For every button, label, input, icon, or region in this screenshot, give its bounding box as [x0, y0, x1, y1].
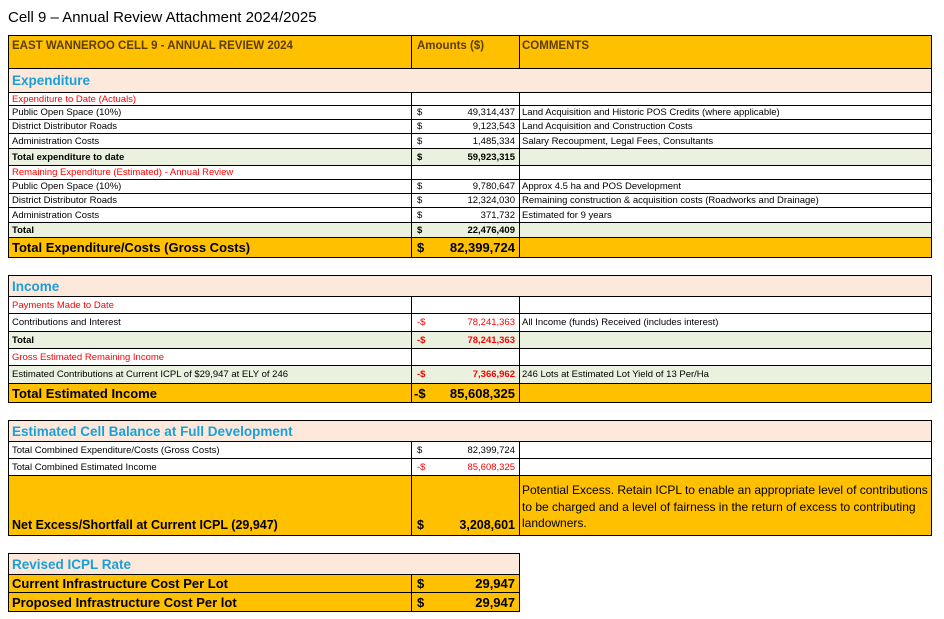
- row-amount-cell: [412, 134, 520, 148]
- row-amount-cell: [412, 223, 520, 237]
- remaining-total-row: [8, 223, 932, 238]
- row-comment: Remaining construction & acquisition costs (Roadworks and Drainage): [520, 194, 932, 207]
- currency-sign: $: [417, 151, 423, 163]
- row-amount: 78,241,363: [467, 317, 515, 328]
- currency-sign: $: [417, 181, 423, 192]
- currency-sign: $: [417, 576, 425, 591]
- currency-sign: -$: [417, 317, 426, 328]
- empty-cell: [520, 442, 932, 458]
- row-amount: 85,608,325: [467, 461, 515, 473]
- icpl-heading: Revised ICPL Rate: [8, 554, 520, 574]
- row-comment: Land Acquisition and Construction Costs: [520, 120, 932, 133]
- header-comments: COMMENTS: [520, 36, 932, 68]
- row-label: Contributions and Interest: [8, 314, 412, 331]
- row-label: Total Combined Estimated Income: [8, 459, 412, 475]
- empty-cell: [412, 93, 520, 105]
- remaining-income-label: Gross Estimated Remaining Income: [8, 349, 412, 365]
- row-label: Total expenditure to date: [8, 149, 412, 165]
- row-amount: 82,399,724: [449, 240, 515, 255]
- table-row: [8, 106, 932, 120]
- review-sheet: [8, 35, 932, 613]
- row-amount-cell: [412, 314, 520, 331]
- row-amount: 1,485,334: [472, 135, 515, 147]
- row-amount: 3,208,601: [459, 518, 515, 532]
- row-label: Total Expenditure/Costs (Gross Costs): [8, 238, 412, 257]
- currency-sign: -$: [417, 369, 426, 380]
- row-comment: Estimated for 9 years: [520, 208, 932, 222]
- empty-cell: [412, 349, 520, 365]
- empty-cell: [412, 166, 520, 179]
- expenditure-to-date-label-row: [8, 93, 932, 106]
- spacer-row: [8, 536, 932, 553]
- row-amount: 9,780,647: [472, 181, 515, 192]
- row-label: District Distributor Roads: [8, 194, 412, 207]
- row-amount-cell: [412, 442, 520, 458]
- expenditure-to-date-total-row: [8, 149, 932, 166]
- row-label: Proposed Infrastructure Cost Per lot: [8, 593, 412, 611]
- income-heading: Income: [8, 276, 932, 296]
- row-amount-cell: [412, 459, 520, 475]
- row-amount-cell: [412, 332, 520, 348]
- currency-sign: $: [417, 594, 425, 610]
- icpl-heading-row: [8, 553, 520, 575]
- table-row: [8, 442, 932, 459]
- row-amount-cell: [412, 575, 520, 592]
- row-amount-cell: [412, 120, 520, 133]
- balance-heading: Estimated Cell Balance at Full Development: [8, 421, 932, 441]
- empty-cell: [520, 149, 932, 165]
- empty-cell: [520, 332, 932, 348]
- row-amount: 22,476,409: [467, 224, 515, 236]
- spacer-row: [8, 403, 932, 420]
- row-label: Net Excess/Shortfall at Current ICPL (29,947): [8, 476, 412, 535]
- payments-label-row: [8, 297, 932, 314]
- table-row: [8, 134, 932, 149]
- row-label: Public Open Space (10%): [8, 106, 412, 119]
- row-amount-cell: [412, 476, 520, 535]
- remaining-expenditure-label-row: [8, 166, 932, 180]
- empty-cell: [520, 459, 932, 475]
- currency-sign: -$: [417, 461, 426, 473]
- header-amounts: Amounts ($): [412, 36, 520, 68]
- net-excess-comment: Potential Excess. Retain ICPL to enable an appropriate level of contributions to be charged and a level of fairness in the return of excess to contributing landowners.: [520, 476, 932, 535]
- currency-sign: -$: [414, 385, 426, 401]
- row-amount: 85,608,325: [449, 385, 515, 401]
- row-comment: All Income (funds) Received (includes interest): [520, 314, 932, 331]
- row-label: Total: [8, 223, 412, 237]
- row-amount: 9,123,543: [472, 121, 515, 132]
- table-row: [8, 314, 932, 332]
- row-label: Current Infrastructure Cost Per Lot: [8, 575, 412, 592]
- payments-total-row: [8, 332, 932, 349]
- currency-sign: $: [417, 135, 423, 147]
- table-row: [8, 120, 932, 134]
- row-amount-cell: [412, 366, 520, 383]
- currency-sign: $: [417, 444, 423, 456]
- row-label: Administration Costs: [8, 208, 412, 222]
- row-comment: Salary Recoupment, Legal Fees, Consultants: [520, 134, 932, 148]
- currency-sign: $: [417, 121, 423, 132]
- currency-sign: -$: [417, 334, 426, 346]
- row-amount: 49,314,437: [467, 107, 515, 118]
- spacer-row: [8, 258, 932, 276]
- row-label: Total Combined Expenditure/Costs (Gross Costs): [8, 442, 412, 458]
- empty-cell: [520, 349, 932, 365]
- row-comment: 246 Lots at Estimated Lot Yield of 13 Per/Ha: [520, 366, 932, 383]
- payments-label: Payments Made to Date: [8, 297, 412, 313]
- empty-cell: [520, 238, 932, 257]
- row-label: Total: [8, 332, 412, 348]
- empty-cell: [520, 93, 932, 105]
- current-icpl-row: [8, 575, 520, 593]
- row-amount: 7,366,962: [472, 369, 515, 380]
- row-label: District Distributor Roads: [8, 120, 412, 133]
- row-label: Estimated Contributions at Current ICPL of $29,947 at ELY of 246: [8, 366, 412, 383]
- row-amount: 29,947: [475, 576, 515, 591]
- currency-sign: $: [417, 209, 423, 221]
- table-row: [8, 459, 932, 476]
- row-amount-cell: [412, 208, 520, 222]
- proposed-icpl-row: [8, 593, 520, 612]
- header-row: [8, 35, 932, 69]
- empty-cell: [520, 223, 932, 237]
- currency-sign: $: [417, 518, 424, 532]
- currency-sign: $: [417, 195, 423, 206]
- row-comment: Approx 4.5 ha and POS Development: [520, 180, 932, 193]
- income-heading-row: [8, 275, 932, 297]
- row-amount-cell: [412, 106, 520, 119]
- row-amount-cell: [412, 149, 520, 165]
- row-amount-cell: [412, 238, 520, 257]
- remaining-expenditure-label: Remaining Expenditure (Estimated) - Annual Review: [8, 166, 412, 179]
- total-expenditure-row: [8, 238, 932, 258]
- expenditure-heading-row: [8, 69, 932, 93]
- total-income-row: [8, 384, 932, 403]
- row-amount: 29,947: [475, 594, 515, 610]
- row-amount: 59,923,315: [467, 151, 515, 163]
- table-row: [8, 208, 932, 223]
- empty-cell: [520, 384, 932, 402]
- table-row: [8, 180, 932, 194]
- row-amount: 12,324,030: [467, 195, 515, 206]
- empty-cell: [520, 166, 932, 179]
- row-label: Total Estimated Income: [8, 384, 412, 402]
- empty-cell: [520, 297, 932, 313]
- empty-cell: [412, 297, 520, 313]
- row-amount: 78,241,363: [467, 334, 515, 346]
- currency-sign: $: [417, 224, 423, 236]
- row-label: Administration Costs: [8, 134, 412, 148]
- header-title: EAST WANNEROO CELL 9 - ANNUAL REVIEW 2024: [8, 36, 412, 68]
- expenditure-to-date-label: Expenditure to Date (Actuals): [8, 93, 412, 105]
- net-excess-row: [8, 476, 932, 536]
- currency-sign: $: [417, 240, 425, 255]
- currency-sign: $: [417, 107, 423, 118]
- row-amount-cell: [412, 180, 520, 193]
- table-row: [8, 194, 932, 208]
- row-amount: 82,399,724: [467, 444, 515, 456]
- row-amount-cell: [412, 593, 520, 611]
- remaining-income-label-row: [8, 349, 932, 366]
- row-comment: Land Acquisition and Historic POS Credits (where applicable): [520, 106, 932, 119]
- row-amount-cell: [412, 194, 520, 207]
- row-amount-cell: [412, 384, 520, 402]
- expenditure-heading: Expenditure: [8, 69, 932, 92]
- row-label: Public Open Space (10%): [8, 180, 412, 193]
- row-amount: 371,732: [480, 209, 515, 221]
- page-title: Cell 9 – Annual Review Attachment 2024/2025: [8, 9, 317, 26]
- balance-heading-row: [8, 420, 932, 442]
- estimated-contributions-row: [8, 366, 932, 384]
